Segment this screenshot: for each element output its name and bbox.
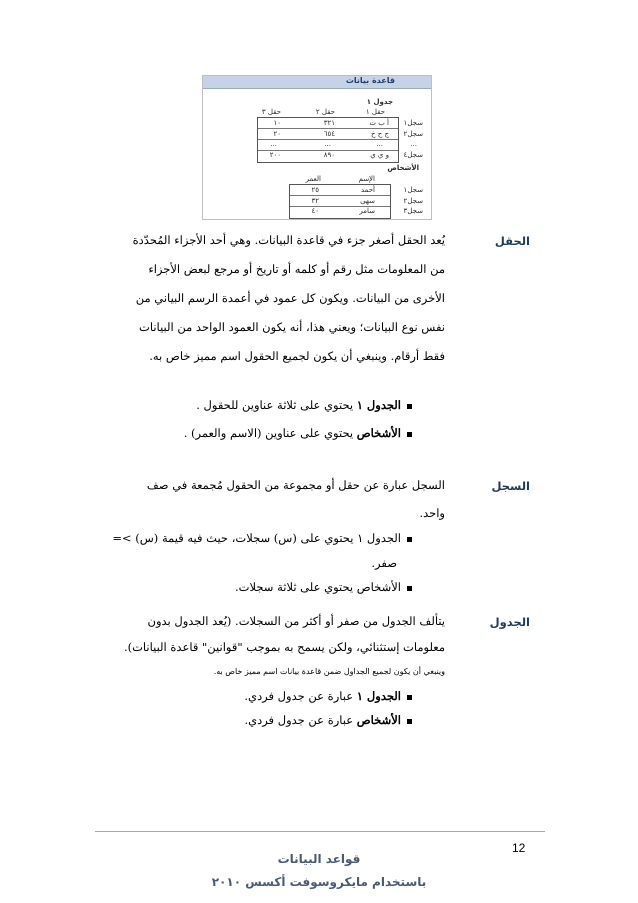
- table-line-2: معلومات إستثنائي، ولكن يسمح به بموجب "قوانين" قاعدة البيانات).: [123, 640, 445, 654]
- record-line-1: السجل عبارة عن حقل أو مجموعة من الحقول مُجمعة في صف: [146, 478, 445, 492]
- record-bullet-2: [235, 580, 412, 594]
- table2-cell: ٣٢: [311, 197, 319, 205]
- table1-cell: ...: [324, 140, 331, 148]
- footer-title: قواعد البيانات: [277, 852, 361, 866]
- field-bullet-1: [196, 398, 412, 412]
- table-line-1: يتألف الجدول من صفر أو أكثر من السجلات. (يُعد الجدول بدون: [147, 614, 445, 628]
- record-line-2: واحد.: [419, 506, 445, 520]
- table2-cell: سامر: [359, 207, 375, 215]
- table1-cell: ٦٥٤: [323, 130, 335, 138]
- record-bullet-1: [112, 531, 412, 545]
- page-number: 12: [512, 841, 526, 855]
- field-line-4: نفس نوع البيانات؛ ويعني هذا، أنه يكون العمود الواحد من البيانات: [139, 320, 445, 334]
- bullet-text: عبارة عن جدول فردي.: [244, 689, 357, 703]
- table-bullet-1: [244, 689, 412, 703]
- field-line-3: الأخرى من البيانات. ويكون كل عمود في أعمدة الرسم البياني من: [135, 291, 445, 305]
- table2-record-3: سجل٣: [403, 207, 423, 215]
- bullet-text: الجدول ١ يحتوي على (س) سجلات، حيث فيه قيمة (س) >=: [112, 531, 401, 545]
- footer-divider: [95, 831, 545, 832]
- table1-header-2: حقل ٢: [315, 108, 335, 116]
- table1-cell: ...: [376, 140, 383, 148]
- table1-record-1: سجل١: [403, 119, 423, 127]
- table2-cell: سهى: [360, 197, 375, 205]
- figure-title: قاعدة بيانات: [345, 76, 395, 85]
- bullet-square-icon: [407, 586, 412, 591]
- table1-cell: أ ب ت: [369, 119, 389, 127]
- table1-record-ellipsis: ...: [410, 140, 417, 148]
- table2-grid: [289, 184, 391, 219]
- bullet-bold: الأشخاص: [356, 713, 401, 727]
- bullet-bold: الجدول ١: [356, 689, 401, 703]
- table1-cell: ...: [270, 140, 277, 148]
- bullet-bold: الجدول ١: [356, 398, 401, 412]
- table1-cell: ١٠: [273, 119, 281, 127]
- figure-title-bar: [203, 76, 431, 89]
- table2-header-1: الإسم: [358, 175, 375, 183]
- table1-record-4: سجل٤: [403, 151, 423, 159]
- table1-cell: ٨٩٠: [323, 151, 335, 159]
- table1-header-1: حقل ١: [365, 108, 385, 116]
- table1-cell: ٢٠٠: [269, 151, 281, 159]
- field-line-5: فقط أرقام. وينبغي أن يكون لجميع الحقول اسم مميز خاص به.: [149, 349, 445, 363]
- database-figure: [202, 75, 432, 220]
- table1-cell: و ي ي: [370, 151, 389, 159]
- table1-header-3: حقل ٣: [261, 108, 281, 116]
- section-label-record: السجل: [491, 479, 530, 493]
- table2-cell: ٤٠: [311, 207, 319, 215]
- table1-cell: ج ح خ: [370, 130, 389, 138]
- table-bullet-2: [244, 713, 412, 727]
- bullet-text: يحتوي على عناوين (الاسم والعمر) .: [183, 426, 357, 440]
- table1-name: جدول ١: [366, 98, 393, 106]
- bullet-text: الأشخاص يحتوي على ثلاثة سجلات.: [235, 580, 401, 594]
- bullet-text: عبارة عن جدول فردي.: [244, 713, 357, 727]
- table2-record-2: سجل٢: [403, 197, 423, 205]
- field-line-1: يُعد الحقل أصغر جزء في قاعدة البيانات. وهي أحد الأجزاء المُحدّدة: [132, 233, 445, 247]
- table1-record-2: سجل٢: [403, 130, 423, 138]
- field-line-2: من المعلومات مثل رقم أو كلمه أو تاريخ أو مرجع لبعض الأجزاء: [148, 262, 445, 276]
- bullet-text: يحتوي على ثلاثة عناوين للحقول .: [196, 398, 357, 412]
- table1-cell: ٣٢١: [323, 119, 335, 127]
- bullet-square-icon: [407, 537, 412, 542]
- section-label-table: الجدول: [489, 615, 530, 629]
- table2-name: الأشخاص: [387, 164, 419, 172]
- footer-subtitle: باستخدام مايكروسوفت أكسس ٢٠١٠: [211, 875, 427, 889]
- table2-record-1: سجل١: [403, 186, 423, 194]
- bullet-square-icon: [407, 719, 412, 724]
- record-bullet-1-cont: صفر.: [371, 556, 397, 570]
- section-label-field: الحقل: [494, 234, 530, 248]
- table2-header-2: العمر: [305, 175, 321, 183]
- table-small-line: وينبغي أن يكون لجميع الجداول ضمن قاعدة بيانات اسم مميز خاص به.: [213, 667, 445, 676]
- bullet-square-icon: [407, 695, 412, 700]
- table1-cell: ٢٠: [273, 130, 281, 138]
- field-bullet-2: [184, 426, 412, 440]
- bullet-square-icon: [407, 404, 412, 409]
- bullet-square-icon: [407, 432, 412, 437]
- table2-cell: أحمد: [361, 186, 375, 194]
- table2-cell: ٢٥: [311, 186, 319, 194]
- bullet-bold: الأشخاص: [356, 426, 401, 440]
